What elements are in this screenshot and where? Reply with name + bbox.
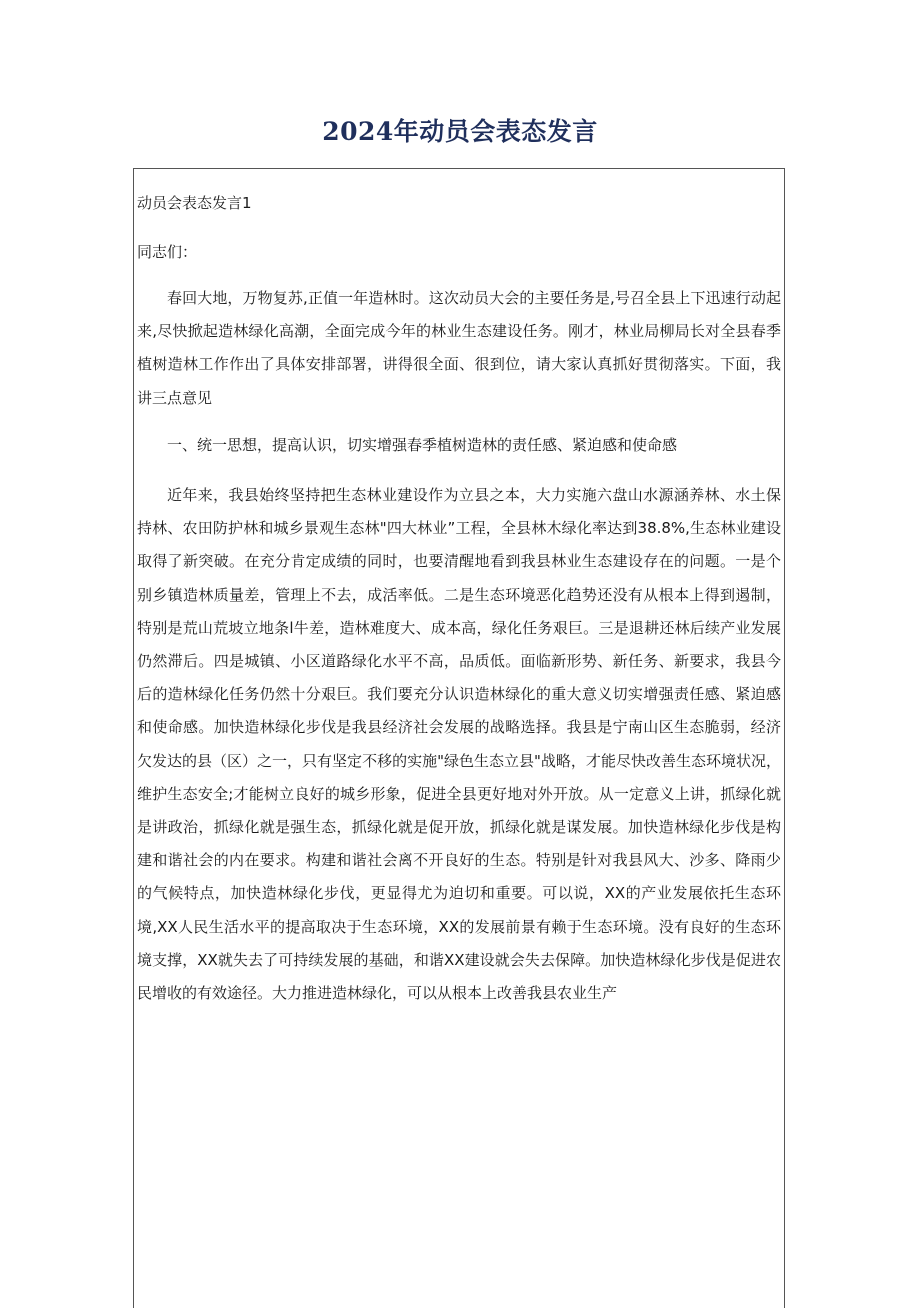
section-heading-block	[137, 429, 781, 462]
paragraph-text: 春回大地，万物复苏,正值一年造林时。这次动员大会的主要任务是,号召全县上下迅速行动起来,尽快掀起造林绿化高潮，全面完成今年的林业生态建设任务。刚才，林业局柳局长对全县春季植树造林工作作出了具体安排部署，讲得很全面、很到位，请大家认真抓好贯彻落实。下面，我讲三点意见	[137, 289, 781, 407]
salutation: 同志们：	[137, 243, 198, 261]
section-heading: 一、统一思想，提高认识，切实增强春季植树造林的责任感、紧迫感和使命感	[167, 436, 678, 454]
section-label: 动员会表态发言1	[137, 194, 252, 212]
paragraph-body	[137, 479, 781, 1010]
paragraph-text: 近年来，我县始终坚持把生态林业建设作为立县之本，大力实施六盘山水源涵养林、水土保持林、农田防护林和城乡景观生态林"四大林业”工程，全县林木绿化率达到38.8%,生态林业建设取得了新突破。在充分肯定成绩的同时，也要清醒地看到我县林业生态建设存在的问题。一是个别乡镇造林质量差，管理上不去，成活率低。二是生态环境恶化趋势还没有从根本上得到遏制，特别是荒山荒坡立地条l牛差，造林难度大、成本高，绿化任务艰巨。三是退耕还林后续产业发展仍然滞后。四是城镇、小区道路绿化水平不高，品质低。面临新形势、新任务、新要求，我县今后的造林绿化任务仍然十分艰巨。我们要充分认识造林绿化的重大意义切实增强责任感、紧迫感和使命感。加快造林绿化步伐是我县经济社会发展的战略选择。我县是宁南山区生态脆弱，经济欠发达的县（区）之一，只有坚定不移的实施"绿色生态立县"战略，才能尽快改善生态环境状况，维护生态安全;才能树立良好的城乡形象，促进全县更好地对外开放。从一定意义上讲，抓绿化就是讲政治，抓绿化就是强生态，抓绿化就是促开放，抓绿化就是谋发展。加快造林绿化步伐是构建和谐社会的内在要求。构建和谐社会离不开良好的生态。特别是针对我县风大、沙多、降雨少的气候特点，加快造林绿化步伐，更显得尤为迫切和重要。可以说，XX的产业发展依托生态环境,XX人民生活水平的提高取决于生态环境，XX的发展前景有赖于生态环境。没有良好的生态环境支撑，XX就失去了可持续发展的基础，和谐XX建设就会失去保障。加快造林绿化步伐是促进农民增收的有效途径。大力推进造林绿化，可以从根本上改善我县农业生产	[137, 486, 781, 1003]
document-title: 2024年动员会表态发言	[322, 117, 598, 146]
paragraph-opening	[137, 282, 781, 415]
content-frame	[133, 168, 785, 1308]
